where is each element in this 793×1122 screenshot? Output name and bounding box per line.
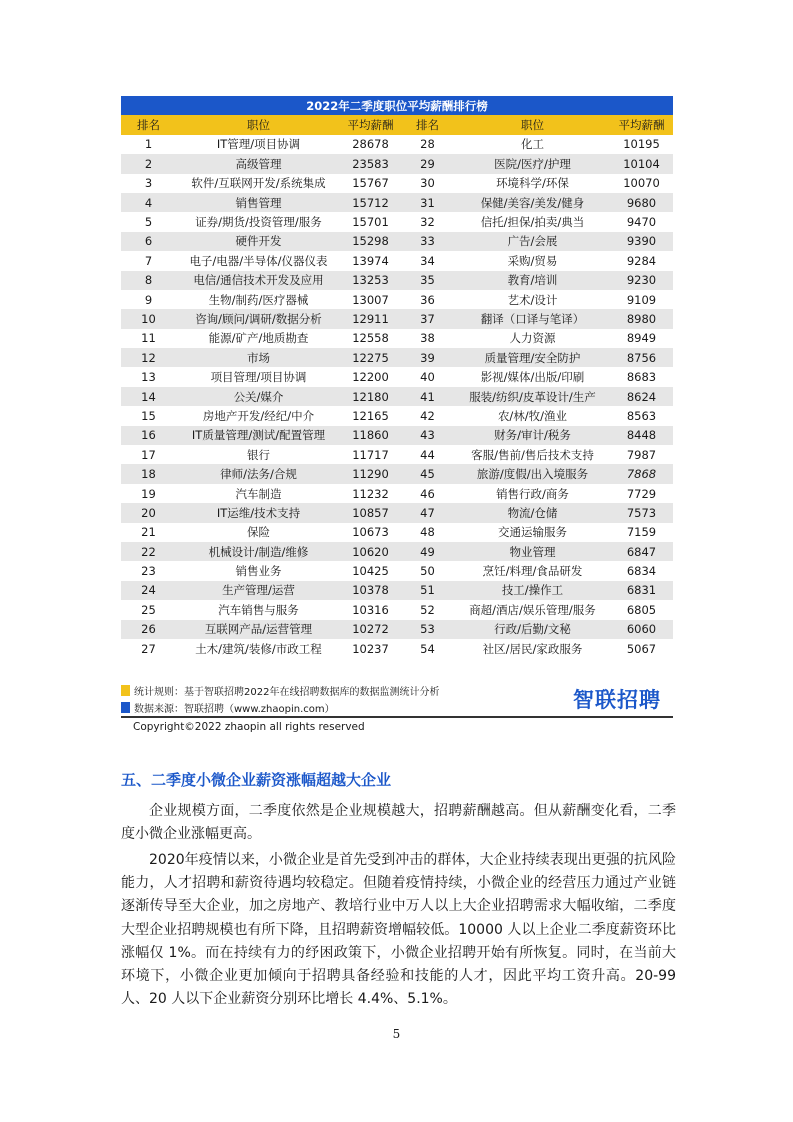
rank-cell: 31 xyxy=(400,193,455,212)
salary-cell: 10857 xyxy=(341,503,400,522)
salary-cell: 15298 xyxy=(341,232,400,251)
column-header-salary: 平均薪酬 xyxy=(341,115,400,134)
salary-cell: 12200 xyxy=(341,367,400,386)
salary-cell: 13007 xyxy=(341,290,400,309)
position-cell: IT管理/项目协调 xyxy=(176,135,341,154)
salary-cell: 11290 xyxy=(341,464,400,483)
rank-cell: 17 xyxy=(121,445,176,464)
position-cell: 咨询/顾问/调研/数据分析 xyxy=(176,309,341,328)
position-cell: 社区/居民/家政服务 xyxy=(455,639,610,658)
table-row xyxy=(121,174,673,193)
data-source-text: 数据来源：智联招聘（www.zhaopin.com） xyxy=(134,704,335,715)
copyright-text: Copyright©2022 zhaopin all rights reserved xyxy=(133,721,365,733)
table-body xyxy=(121,135,673,659)
section-heading: 五、二季度小微企业薪资涨幅超越大企业 xyxy=(121,771,392,789)
position-cell: 生物/制药/医疗器械 xyxy=(176,290,341,309)
table-row xyxy=(121,271,673,290)
salary-cell: 9230 xyxy=(610,271,673,290)
rank-cell: 22 xyxy=(121,542,176,561)
blue-marker-icon xyxy=(121,702,130,713)
table-row xyxy=(121,348,673,367)
table-row xyxy=(121,639,673,658)
footnote xyxy=(121,682,673,718)
salary-cell: 10316 xyxy=(341,600,400,619)
salary-cell: 8624 xyxy=(610,387,673,406)
salary-cell: 7573 xyxy=(610,503,673,522)
position-cell: 律师/法务/合规 xyxy=(176,464,341,483)
rank-cell: 38 xyxy=(400,329,455,348)
data-source-line xyxy=(121,700,335,715)
salary-cell: 7729 xyxy=(610,484,673,503)
rank-cell: 36 xyxy=(400,290,455,309)
salary-cell: 10425 xyxy=(341,561,400,580)
table-row xyxy=(121,542,673,561)
stat-rule-line xyxy=(121,683,439,698)
rank-cell: 18 xyxy=(121,464,176,483)
table-title-row xyxy=(121,96,673,115)
rank-cell: 8 xyxy=(121,271,176,290)
position-cell: 机械设计/制造/维修 xyxy=(176,542,341,561)
salary-cell: 12558 xyxy=(341,329,400,348)
salary-cell: 6847 xyxy=(610,542,673,561)
position-cell: 硬件开发 xyxy=(176,232,341,251)
position-cell: 证券/期货/投资管理/服务 xyxy=(176,212,341,231)
position-cell: 电信/通信技术开发及应用 xyxy=(176,271,341,290)
salary-cell: 6060 xyxy=(610,620,673,639)
table-row xyxy=(121,387,673,406)
position-cell: 翻译（口译与笔译） xyxy=(455,309,610,328)
salary-cell: 15712 xyxy=(341,193,400,212)
position-cell: 烹饪/料理/食品研发 xyxy=(455,561,610,580)
table-row xyxy=(121,290,673,309)
table-row xyxy=(121,367,673,386)
rank-cell: 28 xyxy=(400,135,455,154)
table-row xyxy=(121,329,673,348)
table-row xyxy=(121,581,673,600)
salary-cell: 5067 xyxy=(610,639,673,658)
salary-cell: 7868 xyxy=(610,464,673,483)
rank-cell: 26 xyxy=(121,620,176,639)
table-row xyxy=(121,503,673,522)
yellow-marker-icon xyxy=(121,685,130,696)
table-title: 2022年二季度职位平均薪酬排行榜 xyxy=(121,96,673,115)
position-cell: 教育/培训 xyxy=(455,271,610,290)
rank-cell: 14 xyxy=(121,387,176,406)
position-cell: 技工/操作工 xyxy=(455,581,610,600)
rank-cell: 23 xyxy=(121,561,176,580)
position-cell: 服装/纺织/皮革设计/生产 xyxy=(455,387,610,406)
zhaopin-logo: 智联招聘 xyxy=(573,688,661,712)
rank-cell: 51 xyxy=(400,581,455,600)
rank-cell: 44 xyxy=(400,445,455,464)
rank-cell: 19 xyxy=(121,484,176,503)
salary-cell: 10195 xyxy=(610,135,673,154)
rank-cell: 21 xyxy=(121,523,176,542)
table-row xyxy=(121,445,673,464)
position-cell: 房地产开发/经纪/中介 xyxy=(176,406,341,425)
salary-ranking-table-container xyxy=(121,96,673,658)
rank-cell: 45 xyxy=(400,464,455,483)
stat-rule-text: 统计规则：基于智联招聘2022年在线招聘数据库的数据监测统计分析 xyxy=(134,687,440,698)
position-cell: 旅游/度假/出入境服务 xyxy=(455,464,610,483)
rank-cell: 37 xyxy=(400,309,455,328)
position-cell: 软件/互联网开发/系统集成 xyxy=(176,174,341,193)
rank-cell: 47 xyxy=(400,503,455,522)
rank-cell: 41 xyxy=(400,387,455,406)
rank-cell: 50 xyxy=(400,561,455,580)
salary-cell: 6805 xyxy=(610,600,673,619)
position-cell: 物业管理 xyxy=(455,542,610,561)
position-cell: IT运维/技术支持 xyxy=(176,503,341,522)
rank-cell: 33 xyxy=(400,232,455,251)
position-cell: 销售管理 xyxy=(176,193,341,212)
salary-cell: 10620 xyxy=(341,542,400,561)
position-cell: 保险 xyxy=(176,523,341,542)
salary-cell: 10237 xyxy=(341,639,400,658)
position-cell: 汽车销售与服务 xyxy=(176,600,341,619)
salary-cell: 10104 xyxy=(610,154,673,173)
rank-cell: 10 xyxy=(121,309,176,328)
salary-cell: 9284 xyxy=(610,251,673,270)
position-cell: 销售行政/商务 xyxy=(455,484,610,503)
salary-cell: 6834 xyxy=(610,561,673,580)
salary-cell: 8448 xyxy=(610,426,673,445)
position-cell: 商超/酒店/娱乐管理/服务 xyxy=(455,600,610,619)
salary-cell: 11232 xyxy=(341,484,400,503)
salary-cell: 7159 xyxy=(610,523,673,542)
position-cell: 电子/电器/半导体/仪器仪表 xyxy=(176,251,341,270)
salary-cell: 10378 xyxy=(341,581,400,600)
salary-cell: 13974 xyxy=(341,251,400,270)
salary-cell: 8563 xyxy=(610,406,673,425)
position-cell: 土木/建筑/装修/市政工程 xyxy=(176,639,341,658)
table-header-row xyxy=(121,115,673,134)
salary-cell: 28678 xyxy=(341,135,400,154)
table-row xyxy=(121,426,673,445)
table-row xyxy=(121,484,673,503)
salary-cell: 8980 xyxy=(610,309,673,328)
salary-cell: 8949 xyxy=(610,329,673,348)
column-header-position: 职位 xyxy=(176,115,341,134)
salary-ranking-table xyxy=(121,96,673,658)
footnote-divider xyxy=(121,716,673,718)
position-cell: 高级管理 xyxy=(176,154,341,173)
position-cell: 保健/美容/美发/健身 xyxy=(455,193,610,212)
position-cell: 能源/矿产/地质勘查 xyxy=(176,329,341,348)
salary-cell: 9390 xyxy=(610,232,673,251)
table-row xyxy=(121,212,673,231)
rank-cell: 46 xyxy=(400,484,455,503)
position-cell: 质量管理/安全防护 xyxy=(455,348,610,367)
rank-cell: 48 xyxy=(400,523,455,542)
position-cell: 汽车制造 xyxy=(176,484,341,503)
salary-cell: 10272 xyxy=(341,620,400,639)
table-row xyxy=(121,251,673,270)
rank-cell: 9 xyxy=(121,290,176,309)
position-cell: IT质量管理/测试/配置管理 xyxy=(176,426,341,445)
salary-cell: 8756 xyxy=(610,348,673,367)
rank-cell: 39 xyxy=(400,348,455,367)
salary-cell: 12275 xyxy=(341,348,400,367)
rank-cell: 35 xyxy=(400,271,455,290)
salary-cell: 13253 xyxy=(341,271,400,290)
rank-cell: 20 xyxy=(121,503,176,522)
rank-cell: 54 xyxy=(400,639,455,658)
salary-cell: 11860 xyxy=(341,426,400,445)
position-cell: 农/林/牧/渔业 xyxy=(455,406,610,425)
salary-cell: 15767 xyxy=(341,174,400,193)
rank-cell: 40 xyxy=(400,367,455,386)
table-row xyxy=(121,406,673,425)
salary-cell: 12911 xyxy=(341,309,400,328)
rank-cell: 52 xyxy=(400,600,455,619)
rank-cell: 4 xyxy=(121,193,176,212)
column-header-rank: 排名 xyxy=(121,115,176,134)
rank-cell: 42 xyxy=(400,406,455,425)
position-cell: 人力资源 xyxy=(455,329,610,348)
paragraph-2: 2020年疫情以来，小微企业是首先受到冲击的群体，大企业持续表现出更强的抗风险能力，人才招聘和薪资待遇均较稳定。但随着疫情持续，小微企业的经营压力通过产业链逐渐传导至大企业，加之房地产、教培行业中万人以上大企业招聘需求大幅收缩，二季度大型企业招聘规模也有所下降，且招聘薪资增幅较低。10000 人以上企业二季度薪资环比涨幅仅 1%。而在持续有力的纾困政策下，小微企业招聘开始有所恢复。同时，在当前大环境下，小微企业更加倾向于招聘具备经验和技能的人才，因此平均工资升高。20-99 人、20 人以下企业薪资分别环比增长 4.4%、5.1%。 xyxy=(121,852,676,1008)
rank-cell: 25 xyxy=(121,600,176,619)
table-row xyxy=(121,232,673,251)
position-cell: 环境科学/环保 xyxy=(455,174,610,193)
rank-cell: 3 xyxy=(121,174,176,193)
rank-cell: 43 xyxy=(400,426,455,445)
salary-cell: 15701 xyxy=(341,212,400,231)
position-cell: 销售业务 xyxy=(176,561,341,580)
rank-cell: 29 xyxy=(400,154,455,173)
column-header-rank: 排名 xyxy=(400,115,455,134)
rank-cell: 2 xyxy=(121,154,176,173)
column-header-salary: 平均薪酬 xyxy=(610,115,673,134)
salary-cell: 10673 xyxy=(341,523,400,542)
table-row xyxy=(121,309,673,328)
position-cell: 市场 xyxy=(176,348,341,367)
table-row xyxy=(121,600,673,619)
rank-cell: 13 xyxy=(121,367,176,386)
rank-cell: 1 xyxy=(121,135,176,154)
table-row xyxy=(121,523,673,542)
salary-cell: 10070 xyxy=(610,174,673,193)
rank-cell: 15 xyxy=(121,406,176,425)
position-cell: 交通运输服务 xyxy=(455,523,610,542)
position-cell: 生产管理/运营 xyxy=(176,581,341,600)
column-header-position: 职位 xyxy=(455,115,610,134)
rank-cell: 6 xyxy=(121,232,176,251)
table-row xyxy=(121,154,673,173)
position-cell: 物流/仓储 xyxy=(455,503,610,522)
rank-cell: 53 xyxy=(400,620,455,639)
table-row xyxy=(121,561,673,580)
salary-cell: 12180 xyxy=(341,387,400,406)
position-cell: 行政/后勤/文秘 xyxy=(455,620,610,639)
table-row xyxy=(121,193,673,212)
salary-cell: 8683 xyxy=(610,367,673,386)
rank-cell: 24 xyxy=(121,581,176,600)
position-cell: 公关/媒介 xyxy=(176,387,341,406)
rank-cell: 49 xyxy=(400,542,455,561)
salary-cell: 9109 xyxy=(610,290,673,309)
rank-cell: 12 xyxy=(121,348,176,367)
position-cell: 银行 xyxy=(176,445,341,464)
table-row xyxy=(121,464,673,483)
rank-cell: 7 xyxy=(121,251,176,270)
salary-cell: 23583 xyxy=(341,154,400,173)
position-cell: 客服/售前/售后技术支持 xyxy=(455,445,610,464)
table-row xyxy=(121,620,673,639)
rank-cell: 32 xyxy=(400,212,455,231)
rank-cell: 27 xyxy=(121,639,176,658)
rank-cell: 5 xyxy=(121,212,176,231)
position-cell: 信托/担保/拍卖/典当 xyxy=(455,212,610,231)
position-cell: 化工 xyxy=(455,135,610,154)
position-cell: 项目管理/项目协调 xyxy=(176,367,341,386)
position-cell: 医院/医疗/护理 xyxy=(455,154,610,173)
position-cell: 影视/媒体/出版/印刷 xyxy=(455,367,610,386)
rank-cell: 16 xyxy=(121,426,176,445)
position-cell: 财务/审计/税务 xyxy=(455,426,610,445)
salary-cell: 7987 xyxy=(610,445,673,464)
salary-cell: 9680 xyxy=(610,193,673,212)
position-cell: 艺术/设计 xyxy=(455,290,610,309)
rank-cell: 11 xyxy=(121,329,176,348)
page-number: 5 xyxy=(392,1027,401,1041)
salary-cell: 9470 xyxy=(610,212,673,231)
salary-cell: 11717 xyxy=(341,445,400,464)
rank-cell: 34 xyxy=(400,251,455,270)
position-cell: 采购/贸易 xyxy=(455,251,610,270)
position-cell: 广告/会展 xyxy=(455,232,610,251)
position-cell: 互联网产品/运营管理 xyxy=(176,620,341,639)
paragraph-1: 企业规模方面，二季度依然是企业规模越大，招聘薪酬越高。但从薪酬变化看，二季度小微企业涨幅更高。 xyxy=(121,803,676,843)
salary-cell: 12165 xyxy=(341,406,400,425)
table-row xyxy=(121,135,673,154)
rank-cell: 30 xyxy=(400,174,455,193)
salary-cell: 6831 xyxy=(610,581,673,600)
